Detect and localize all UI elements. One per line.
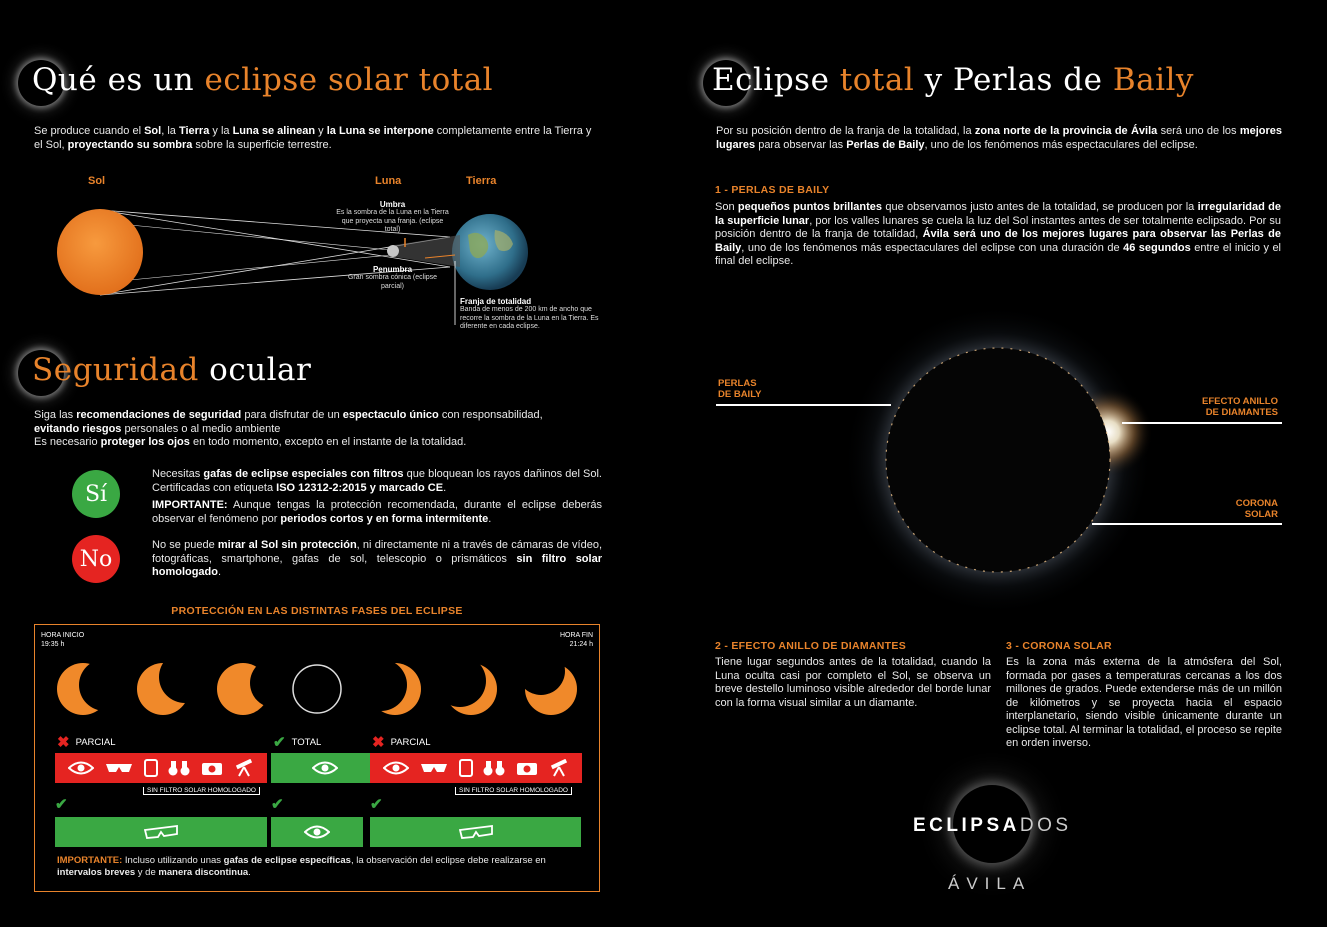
eye-icon xyxy=(312,761,338,775)
umbra-annotation: Umbra Es la sombra de la Luna en la Tierra que proyecta una franja. (eclipse total) xyxy=(336,200,449,233)
phase-7 xyxy=(525,663,577,715)
s2-title: 2 - EFECTO ANILLO DE DIAMANTES xyxy=(715,640,907,652)
camera-icon xyxy=(201,760,223,776)
sun-shape xyxy=(57,209,143,295)
perlas-label: PERLAS DE BAILY xyxy=(718,378,762,400)
phase-6 xyxy=(445,663,497,715)
safety-paragraph: Siga las recomendaciones de seguridad para disfrutar de un espectaculo único con responsabilidad, evitando riesgos personales o al medio ambiente Es necesario proteger los ojos en todo momento, excepto en el instante de la totalidad. xyxy=(34,409,543,448)
smartphone-icon xyxy=(144,759,158,777)
eye-icon xyxy=(304,825,330,839)
sunglasses-icon xyxy=(420,762,448,774)
phase-4-total xyxy=(293,665,341,713)
phase-2 xyxy=(137,663,189,715)
check-icon: ✔ xyxy=(273,734,286,751)
corona-label: CORONA SOLAR xyxy=(1235,498,1278,520)
s1-paragraph: Son pequeños puntos brillantes que observamos justo antes de la totalidad, se producen por la irregularidad de la superficie lunar, por los valles lunares se cuela la luz del Sol instantes antes de ser totalmente eclipsado. Por su posición dentro de la franja de totalidad, Ávila será uno de los mejores lugares para observar las Perlas de Baily, uno de los fenómenos más espectaculares del eclipse con una duración de 46 segundos entre el inicio y el final del eclipse. xyxy=(715,201,1282,267)
sunglasses-icon xyxy=(105,762,133,774)
franja-annotation: Franja de totalidad Banda de menos de 200 km de ancho que recorre la sombra de la Luna en la Tierra. Es diferente en cada eclipse. xyxy=(460,297,599,330)
s1-title: 1 - PERLAS DE BAILY xyxy=(715,184,830,196)
moon-shape xyxy=(387,245,399,257)
binoculars-icon xyxy=(168,760,190,776)
anillo-label: EFECTO ANILLO DE DIAMANTES xyxy=(1202,396,1278,418)
sin-filtro-note-1: SIN FILTRO SOLAR HOMOLOGADO xyxy=(143,787,260,795)
s3-title: 3 - CORONA SOLAR xyxy=(1006,640,1112,652)
eye-icon xyxy=(383,761,409,775)
binoculars-icon xyxy=(483,760,505,776)
cross-icon: ✖ xyxy=(372,734,385,751)
eclipse-photo xyxy=(820,300,1180,630)
corona-pointer xyxy=(1092,523,1282,525)
total-label: ✔ TOTAL xyxy=(273,734,322,751)
luna-label: Luna xyxy=(375,175,402,187)
parcial-no-bar-1 xyxy=(55,753,267,783)
parcial-no-bar-2 xyxy=(370,753,582,783)
tierra-label: Tierra xyxy=(466,175,497,187)
sin-filtro-note-2: SIN FILTRO SOLAR HOMOLOGADO xyxy=(455,787,572,795)
check-icon: ✔ xyxy=(55,796,68,813)
total-eye-bar-2 xyxy=(271,817,363,847)
importante-note: IMPORTANTE: Incluso utilizando unas gafas de eclipse específicas, la observación del eclipse debe realizarse en intervalos breves y de manera discontinua. xyxy=(57,855,546,878)
earth-shape xyxy=(452,214,528,290)
no-paragraph: No se puede mirar al Sol sin protección, ni directamente ni a través de cámaras de vídeo, fotográficas, smartphone, gafas de sol, telescopio o prismáticos sin filtro solar homologado. xyxy=(152,539,603,578)
parcial-glasses-bar-1 xyxy=(55,817,267,847)
eclipse-glasses-icon xyxy=(459,825,493,839)
check-icon: ✔ xyxy=(271,796,284,813)
hora-fin: HORA FIN 21:24 h xyxy=(559,632,593,648)
moon-disc xyxy=(886,348,1110,572)
parcial-label-1: ✖ PARCIAL xyxy=(57,734,116,751)
phases-row xyxy=(35,659,599,719)
logo-city: ÁVILA xyxy=(948,874,1032,893)
perlas-pointer xyxy=(716,404,891,406)
total-eye-bar xyxy=(271,753,379,783)
phase-1 xyxy=(57,663,109,715)
phases-box xyxy=(34,624,600,892)
parcial-label-2: ✖ PARCIAL xyxy=(372,734,431,751)
intro-paragraph: Se produce cuando el Sol, la Tierra y la Luna se alinean y la Luna se interpone completamente entre la Tierra y el Sol, proyectando su sombra sobre la superficie terrestre. xyxy=(34,125,592,151)
si-paragraph: Necesitas gafas de eclipse especiales con filtros que bloquean los rayos dañinos del Sol. Certificadas con etiqueta ISO 12312-2:2015 y marcado CE. IMPORTANTE: Aunque tengas la protección recomendada, durante el eclipse deberás observar el fenómeno por periodos cortos y en forma intermitente. xyxy=(152,468,602,525)
parcial-glasses-bar-2 xyxy=(370,817,581,847)
telescope-icon xyxy=(549,759,569,777)
camera-icon xyxy=(516,760,538,776)
telescope-icon xyxy=(234,759,254,777)
phase-3 xyxy=(217,663,269,715)
no-badge: No xyxy=(72,535,120,583)
page-title-right: Eclipse total y Perlas de Baily xyxy=(712,62,1194,98)
s3-paragraph: Es la zona más externa de la atmósfera del Sol, formada por gases a temperaturas cercanas a los dos millones de grados. Puede extenderse más de un millón de kilómetros y se proyecta hacia el espacio interplanetario, siendo visible únicamente durante un eclipse total. Al terminar la totalidad, el proceso se repite en orden inverso. xyxy=(1006,656,1282,749)
sol-label: Sol xyxy=(88,175,106,187)
hora-inicio: HORA INICIO 19:35 h xyxy=(41,632,85,648)
eye-icon xyxy=(68,761,94,775)
phases-title: PROTECCIÓN EN LAS DISTINTAS FASES DEL ECLIPSE xyxy=(171,605,463,617)
penumbra-annotation: Penumbra Gran sombra cónica (eclipse parcial) xyxy=(347,265,438,290)
phase-5 xyxy=(369,663,421,715)
page-title-left: Qué es un eclipse solar total xyxy=(32,62,494,98)
s2-paragraph: Tiene lugar segundos antes de la totalidad, cuando la Luna oculta casi por completo el Sol, se observa un breve destello luminoso visible alrededor del borde lunar con la forma visual similar a un diamante. xyxy=(715,656,991,709)
eclipse-glasses-icon xyxy=(144,825,178,839)
smartphone-icon xyxy=(459,759,473,777)
anillo-pointer xyxy=(1122,422,1282,424)
safety-title: Seguridad ocular xyxy=(32,352,312,388)
right-intro-paragraph: Por su posición dentro de la franja de la totalidad, la zona norte de la provincia de Ávila será uno de los mejores lugares para observar las Perlas de Baily, uno de los fenómenos más espectaculares del eclipse. xyxy=(716,125,1283,151)
logo-text: ECLIPSADOS xyxy=(913,815,1072,836)
cross-icon: ✖ xyxy=(57,734,70,751)
check-icon: ✔ xyxy=(370,796,383,813)
si-badge: Sí xyxy=(72,470,120,518)
